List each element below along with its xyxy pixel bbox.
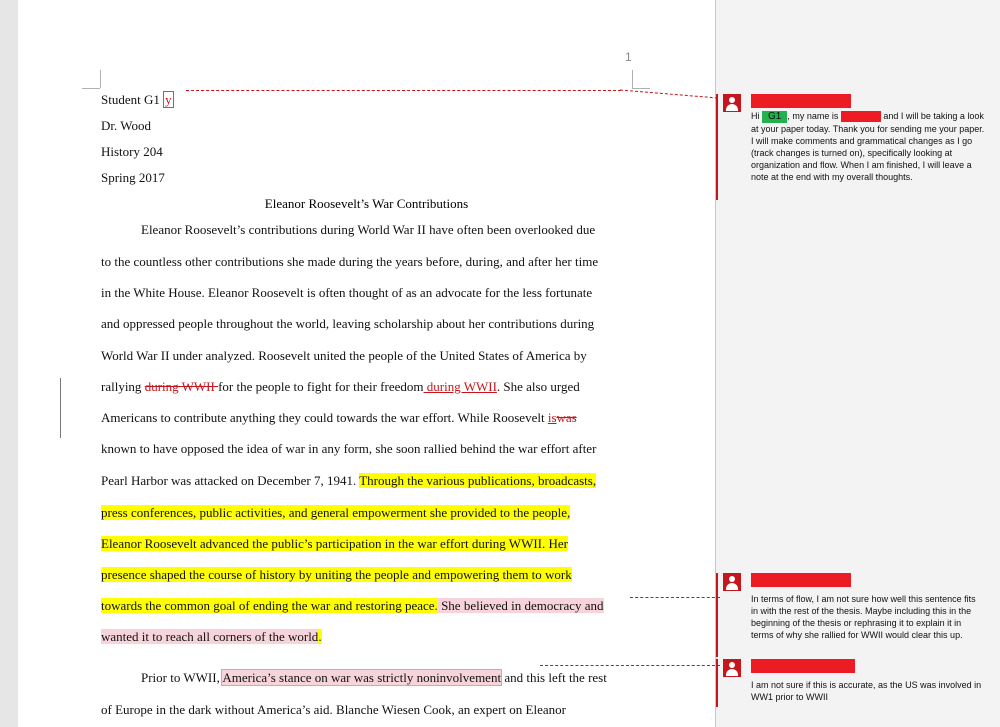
comment-1-bar	[716, 94, 718, 200]
comment-3[interactable]	[723, 659, 988, 707]
comment-3-author	[751, 659, 855, 673]
para1-line14[interactable]: wanted it to reach all corners of the world.	[101, 629, 322, 644]
deletion-was[interactable]: was	[556, 410, 577, 425]
comment-anchor-2[interactable]: She believed in democracy and	[437, 598, 604, 613]
para1-line12[interactable]: presence shaped the course of history by uniting the people and empowering them to work	[101, 567, 572, 582]
insertion-is[interactable]: is	[547, 410, 557, 425]
comment-2-body: In terms of flow, I am not sure how well this sentence fits in with the rest of the thesis. Maybe including this in the beginning of the thesis or rephrasing it to explain it in terms of why she rallied for WWII would clear this up.	[751, 594, 976, 640]
insertion-during-wwii[interactable]: during WWII	[423, 379, 497, 394]
para2-line2[interactable]: of Europe in the dark without America’s aid. Blanche Wiesen Cook, an expert on Eleanor	[101, 702, 566, 717]
change-bar	[60, 378, 61, 438]
para1-line11[interactable]: Eleanor Roosevelt advanced the public’s participation in the war effort during WWII. Her	[101, 536, 568, 551]
avatar-icon	[723, 573, 741, 591]
header-student[interactable]: Student G1 y	[101, 92, 172, 107]
para1-line7[interactable]: Americans to contribute anything they could towards the war effort. While Roosevelt iswas	[101, 410, 577, 425]
comment-connector-1	[186, 90, 621, 91]
comment-3-body: I am not sure if this is accurate, as the US was involved in WW1 prior to WWII	[751, 680, 982, 702]
comment-3-bar	[716, 659, 718, 707]
comment-1[interactable]	[723, 94, 988, 200]
comment-connector-3	[540, 665, 720, 666]
comment-1-author	[751, 94, 851, 108]
highlight-comment-2-start[interactable]: Through the various publications, broadcasts,	[359, 473, 597, 488]
comment-2[interactable]	[723, 573, 988, 657]
para1-line8[interactable]: known to have opposed the idea of war in any form, she soon rallied behind the war effort after	[101, 441, 597, 456]
comment-1-body: Hi G1 , my name is and I will be taking a look at your paper today. Thank you for sending me your paper. I will make comments and grammatical changes as I go (track changes is turned on), specifically looking at organization and flow. When I am finished, I will leave a note at the end with my overall thoughts.	[751, 111, 985, 182]
comment-connector-1-diagonal	[620, 88, 720, 102]
para1-line10[interactable]: press conferences, public activities, and general empowerment she provided to the people,	[101, 505, 571, 520]
crop-mark-top-right	[632, 70, 633, 88]
comment-anchor-3[interactable]: America’s stance on war was strictly noninvolvement	[222, 670, 502, 685]
avatar-icon	[723, 659, 741, 677]
paper-title[interactable]: Eleanor Roosevelt’s War Contributions	[264, 196, 469, 211]
header-course[interactable]: History 204	[101, 144, 163, 159]
para1-line2[interactable]: to the countless other contributions she made during the years before, during, and after her time	[101, 254, 599, 269]
avatar-icon	[723, 94, 741, 112]
page-number: 1	[625, 50, 632, 64]
crop-mark-top-left	[100, 70, 101, 88]
para2-line1[interactable]: Prior to WWII, America’s stance on war was strictly noninvolvement and this left the rest	[141, 670, 607, 685]
header-instructor[interactable]: Dr. Wood	[101, 118, 151, 133]
comment-2-bar	[716, 573, 718, 657]
deletion-during-wwii[interactable]: during WWII	[144, 379, 219, 394]
comment-2-author	[751, 573, 851, 587]
header-term[interactable]: Spring 2017	[101, 170, 165, 185]
para1-line13[interactable]: towards the common goal of ending the war and restoring peace. She believed in democracy and	[101, 598, 604, 613]
comment-connector-2	[630, 597, 720, 598]
para1-line9[interactable]: Pearl Harbor was attacked on December 7, 1941. Through the various publications, broadcasts,	[101, 473, 597, 488]
para1-line5[interactable]: World War II under analyzed. Roosevelt united the people of the United States of America by	[101, 348, 587, 363]
document-page[interactable]	[18, 0, 715, 727]
comment-anchor-1[interactable]: y	[165, 92, 172, 107]
para1-line4[interactable]: and oppressed people throughout the world, leaving scholarship about her contributions during	[101, 316, 595, 331]
para1-line1[interactable]: Eleanor Roosevelt’s contributions during World War II have often been overlooked due	[141, 222, 596, 237]
initials-badge: G1	[762, 111, 787, 123]
para1-line6[interactable]: rallying during WWII for the people to fight for their freedom during WWII. She also urged	[101, 379, 580, 394]
crop-mark-top-left-h	[82, 88, 100, 89]
para1-line3[interactable]: in the White House. Eleanor Roosevelt is often thought of as an advocate for the less fortunate	[101, 285, 593, 300]
